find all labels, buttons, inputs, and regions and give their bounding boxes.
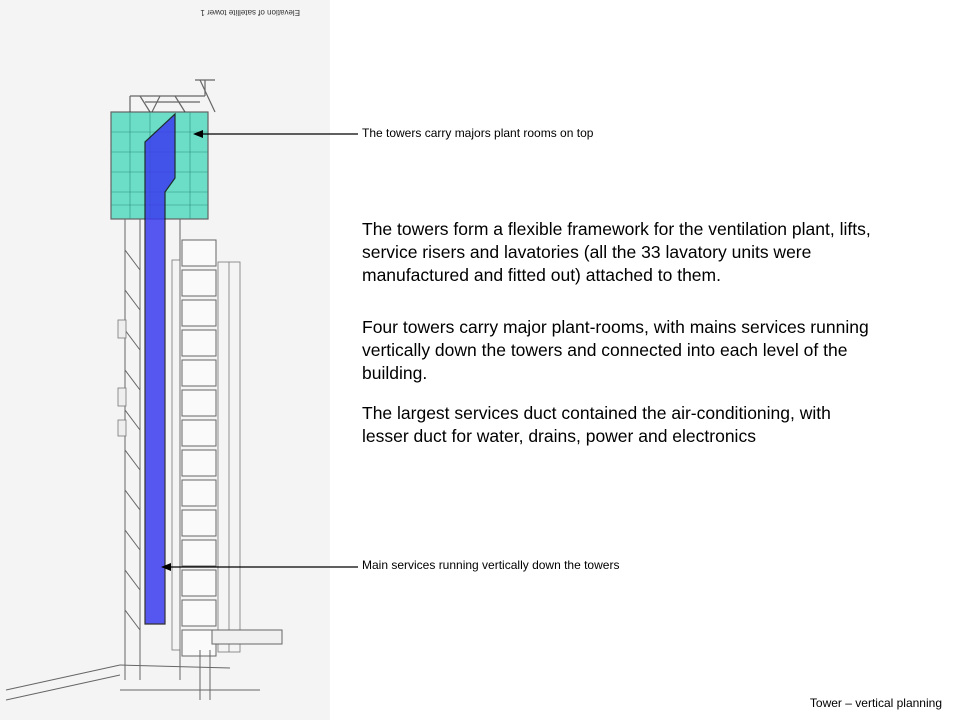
slide-footer-title: Tower – vertical planning bbox=[809, 696, 942, 710]
paragraph-framework: The towers form a flexible framework for the ventilation plant, lifts, service risers and lavatories (all the 33 lavatory units were manufactured and fitted out) attached to them. bbox=[362, 219, 871, 285]
tower-elevation-svg bbox=[0, 0, 330, 720]
tower-base bbox=[6, 630, 282, 700]
paragraph-plant-rooms: Four towers carry major plant-rooms, with mains services running vertically down the towers and connected into each level of the building. bbox=[362, 317, 869, 383]
drawing-caption: Elevation of satellite tower 1 bbox=[200, 8, 300, 17]
callout-plant-rooms: The towers carry majors plant rooms on top bbox=[362, 126, 594, 140]
paragraph-services-duct: The largest services duct contained the air-conditioning, with lesser duct for water, drains, power and electronics bbox=[362, 403, 831, 446]
lavatory-units bbox=[182, 240, 216, 656]
rooftop-crane bbox=[130, 80, 215, 112]
tower-elevation-drawing bbox=[0, 0, 330, 720]
callout-main-services: Main services running vertically down the towers bbox=[362, 558, 620, 572]
